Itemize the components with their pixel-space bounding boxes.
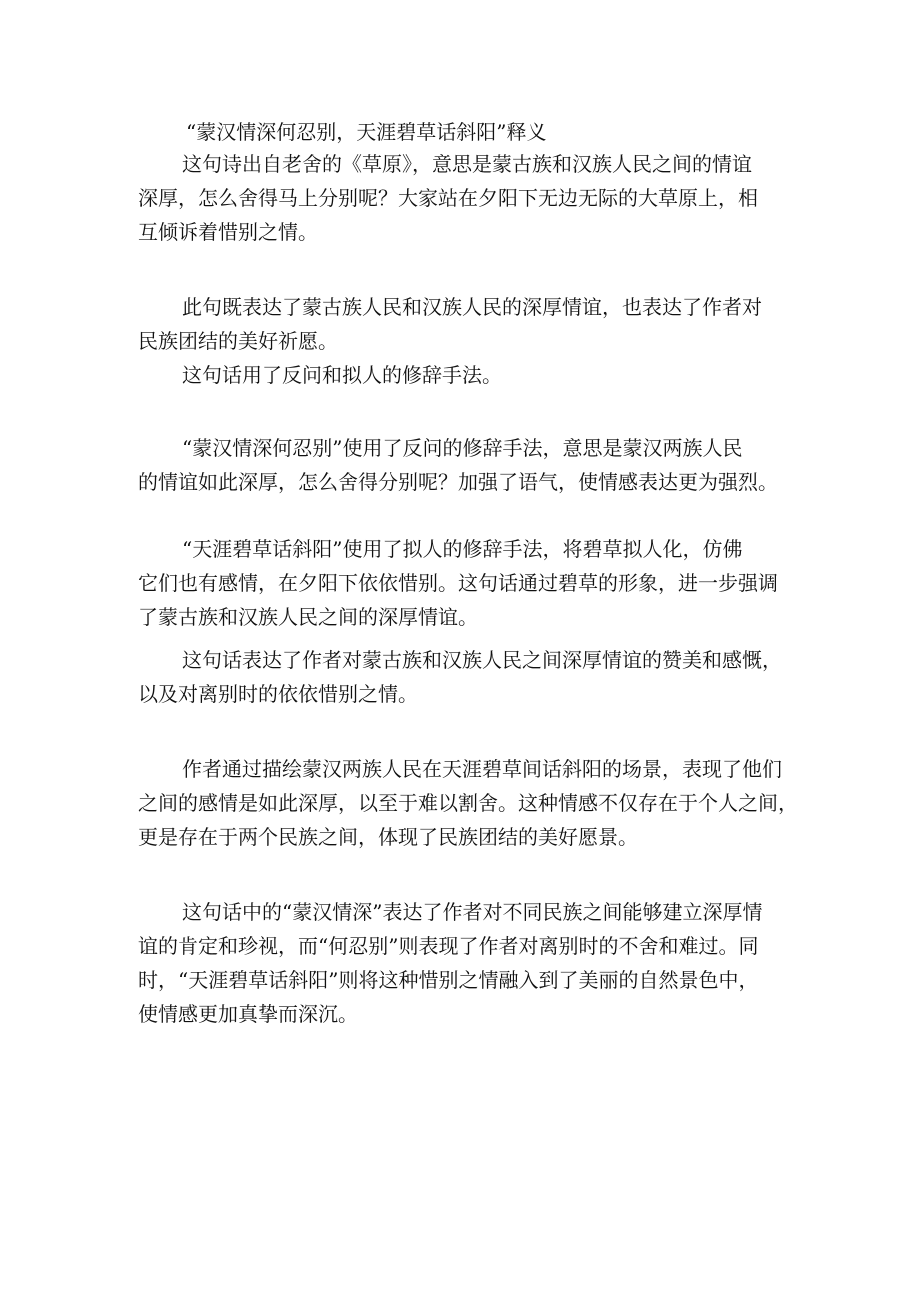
paragraph-3 xyxy=(138,358,798,392)
paragraph-line: 了蒙古族和汉族人民之间的深厚情谊。 xyxy=(138,605,478,629)
paragraph-line: 民族团结的美好祈愿。 xyxy=(138,329,338,353)
paragraph-line: “蒙汉情深何忍别”使用了反问的修辞手法，意思是蒙汉两族人民 xyxy=(182,436,743,460)
paragraph-line: 这句话表达了作者对蒙古族和汉族人民之间深厚情谊的赞美和感慨， xyxy=(182,648,782,672)
paragraph-line: “天涯碧草话斜阳”使用了拟人的修辞手法，将碧草拟人化，仿佛 xyxy=(182,537,743,561)
paragraph-line: 它们也有感情，在夕阳下依依惜别。这句话通过碧草的形象，进一步强调 xyxy=(138,571,778,595)
paragraph-5 xyxy=(138,532,798,634)
paragraph-line: 更是存在于两个民族之间，体现了民族团结的美好愿景。 xyxy=(138,825,638,849)
document-title xyxy=(138,115,846,149)
paragraph-line: 使情感更加真挚而深沉。 xyxy=(138,1002,358,1026)
paragraph-line: 这句话用了反问和拟人的修辞手法。 xyxy=(182,363,502,387)
paragraph-line: 这句诗出自老舍的《草原》，意思是蒙古族和汉族人民之间的情谊 xyxy=(182,152,752,176)
paragraph-line: 之间的感情是如此深厚，以至于难以割舍。这种情感不仅存在于个人之间， xyxy=(138,791,798,815)
title-text: “蒙汉情深何忍别，天涯碧草话斜阳”释义 xyxy=(186,120,547,144)
paragraph-line: 以及对离别时的依依惜别之情。 xyxy=(138,682,418,706)
paragraph-line: 谊的肯定和珍视，而“何忍别”则表现了作者对离别时的不舍和难过。同 xyxy=(138,934,759,958)
paragraph-1 xyxy=(138,147,798,249)
paragraph-line: 此句既表达了蒙古族人民和汉族人民的深厚情谊，也表达了作者对 xyxy=(182,295,762,319)
paragraph-line: 的情谊如此深厚，怎么舍得分别呢？加强了语气，使情感表达更为强烈。 xyxy=(138,470,778,494)
paragraph-8 xyxy=(138,895,798,1031)
paragraph-4 xyxy=(138,431,798,499)
paragraph-line: 深厚，怎么舍得马上分别呢？大家站在夕阳下无边无际的大草原上，相 xyxy=(138,186,758,210)
paragraph-line: 互倾诉着惜别之情。 xyxy=(138,220,318,244)
paragraph-line: 时，“天涯碧草话斜阳”则将这种惜别之情融入到了美丽的自然景色中， xyxy=(138,968,759,992)
paragraph-7 xyxy=(138,752,798,854)
paragraph-2 xyxy=(138,290,798,358)
paragraph-line: 这句话中的“蒙汉情深”表达了作者对不同民族之间能够建立深厚情 xyxy=(182,900,763,924)
paragraph-line: 作者通过描绘蒙汉两族人民在天涯碧草间话斜阳的场景，表现了他们 xyxy=(182,757,782,781)
paragraph-6 xyxy=(138,643,798,711)
